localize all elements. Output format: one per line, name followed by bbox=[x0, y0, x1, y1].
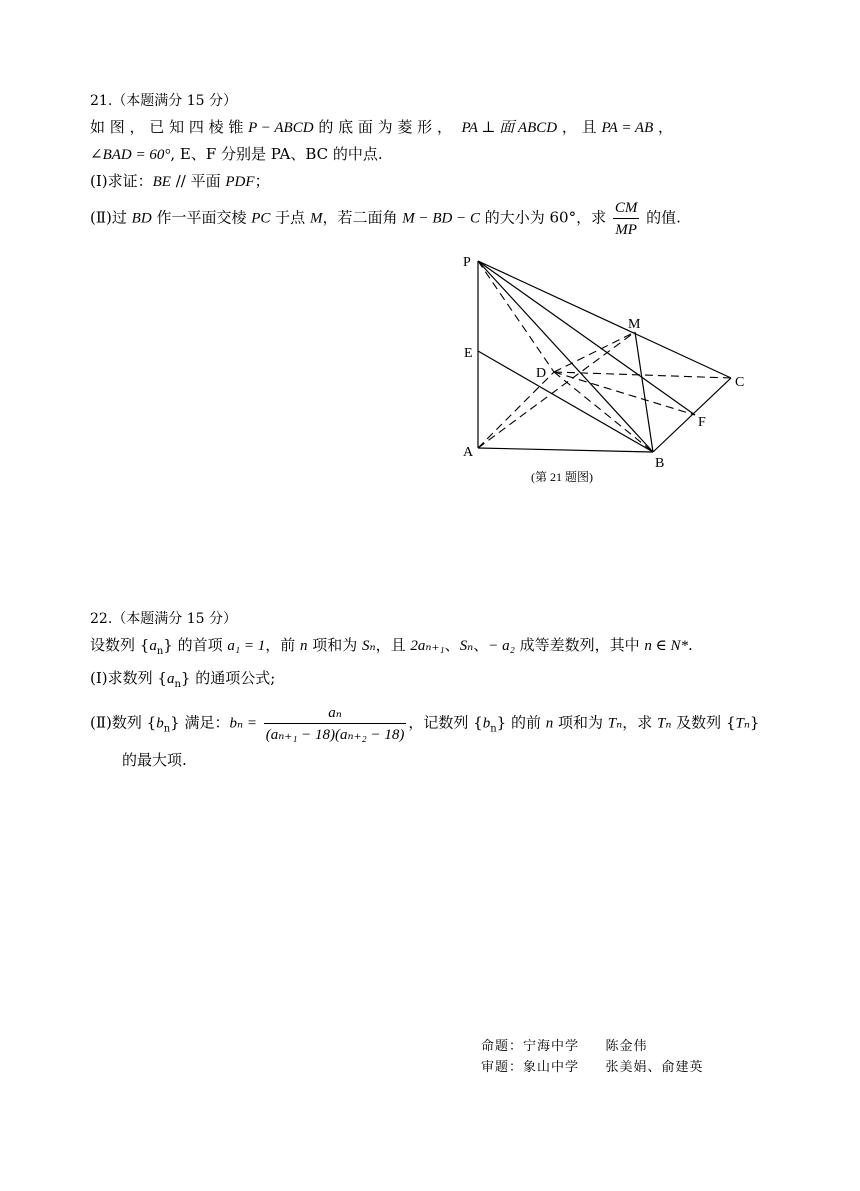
q22-part2-c: } 的前 bbox=[496, 713, 546, 732]
q21-part1 bbox=[90, 168, 780, 195]
q22-term2: Sₙ bbox=[459, 638, 474, 654]
q22-n: n bbox=[299, 638, 308, 654]
q22-part2-last: 的最大项. bbox=[122, 751, 187, 769]
q22-text-c: ，前 bbox=[265, 636, 300, 654]
q21-part2 bbox=[90, 197, 780, 240]
q21-frac-den: MP bbox=[615, 222, 637, 238]
segment-DM-dashed bbox=[554, 332, 635, 372]
segment-MB bbox=[635, 332, 653, 452]
q21-part2-dihedral: M − BD − C bbox=[402, 210, 480, 227]
q22-part2-g: } bbox=[749, 713, 760, 732]
q22-tn3: Tₙ bbox=[735, 715, 750, 732]
q21-part2-d: 的大小为 60°，求 bbox=[479, 208, 611, 227]
q22-part2-d: 项和为 bbox=[553, 713, 608, 732]
q21-pyramid: P − ABCD bbox=[248, 120, 314, 136]
q21-part2-label: (Ⅱ)过 bbox=[90, 208, 132, 227]
q22-bn: b bbox=[156, 715, 164, 732]
q22-line1: 设数列 $\{a_n\}$ 的首项 a₁ = 1，前 n 项和为 Sₙ，且 2aₙ₊₁、Sₙ、− a₂ 成等差数列，其中 n ∈ N*. bbox=[90, 636, 693, 657]
q22-a1: a₁ = 1 bbox=[227, 638, 266, 654]
q21-intro-b: 的 底 面 为 菱 形 ， bbox=[313, 118, 452, 136]
q22-part1-an: a bbox=[166, 671, 175, 687]
segment-DB-dashed bbox=[554, 372, 653, 452]
q22-text-e: ，且 bbox=[375, 636, 411, 654]
label-E: E bbox=[464, 346, 473, 361]
edge-AB bbox=[478, 448, 653, 452]
q21-intro-a: 如 图 ， 已 知 四 棱 锥 bbox=[90, 118, 249, 136]
q22-bn-fraction bbox=[264, 702, 407, 745]
q22-an: a bbox=[149, 638, 157, 654]
q22-sn: Sₙ bbox=[362, 638, 376, 654]
q22-part1-end: } 的通项公式; bbox=[180, 669, 276, 687]
q21-line2 bbox=[90, 141, 780, 168]
reviewer-names: 张美娟、俞建英 bbox=[605, 1060, 704, 1075]
reviewer-label: 审题：象山中学 bbox=[481, 1060, 580, 1075]
q21-part2-end: 的值. bbox=[641, 208, 681, 227]
q21-part2-bd: BD bbox=[131, 210, 152, 227]
q21-intro-c: ， 且 bbox=[557, 118, 602, 136]
q22-text-b: } 的首项 bbox=[163, 636, 228, 654]
credits bbox=[481, 1036, 704, 1078]
label-D: D bbox=[536, 366, 547, 381]
segment-DF-dashed bbox=[554, 372, 695, 415]
q22-part2-a: } 满足： bbox=[170, 713, 230, 732]
segment-PF bbox=[478, 261, 695, 415]
q21-part1-mid: // 平面 bbox=[170, 172, 226, 190]
q21-line1 bbox=[90, 114, 780, 141]
q22-part1: (Ⅰ)求数列 $\{a_n\}$ 的通项公式; bbox=[90, 669, 276, 690]
q22-part2-f: 及数列 { bbox=[671, 713, 736, 732]
q22-part2: (Ⅱ)数列 $\{b_n\}$ 满足：bₙ = $\frac{\text{aₙ}}{\text{(aₙ₊₁ − 18)(aₙ₊₂ − 18)}}$ ，记数列 $\{b_n\}$ 的前 n 项和为 Tₙ，求 Tₙ 及数列 {Tₙ} bbox=[90, 702, 780, 745]
q21-intro-d: ， bbox=[653, 118, 674, 136]
segment-AM-dashed bbox=[478, 332, 635, 448]
q21-figure bbox=[455, 248, 765, 488]
q22-part2-e: ，求 bbox=[622, 713, 657, 732]
q22-term3: − a₂ bbox=[488, 638, 515, 654]
q22-bn-num: aₙ bbox=[328, 705, 342, 721]
edge-PD-dashed bbox=[478, 261, 554, 372]
q21-part2-b: 于点 bbox=[270, 208, 310, 227]
figure-caption: (第 21 题图) bbox=[531, 470, 593, 484]
reviewer-line bbox=[481, 1057, 704, 1078]
author-label: 命题：宁海中学 bbox=[481, 1039, 580, 1054]
q21-part1-plane: PDF bbox=[225, 174, 255, 190]
q22-part2-bn2: b bbox=[482, 715, 491, 732]
q22-term1: 2aₙ₊₁ bbox=[410, 638, 445, 654]
label-A: A bbox=[463, 445, 474, 460]
q21-pa-perp: PA ⊥ 面 ABCD bbox=[461, 120, 558, 136]
q22-tn2: Tₙ bbox=[656, 715, 672, 732]
q21-angle: ∠BAD = 60° bbox=[90, 147, 171, 163]
q21-part2-c: ，若二面角 bbox=[322, 208, 403, 227]
q22-header: 22.（本题满分 15 分） bbox=[90, 611, 237, 627]
q22-part2-label: (Ⅱ)数列 { bbox=[90, 713, 157, 732]
q22-text-g: . bbox=[688, 636, 693, 654]
q21-frac-num: CM bbox=[614, 200, 638, 216]
q21-line2-rest: , E、F 分别是 PA、BC 的中点. bbox=[170, 145, 383, 163]
q21-part1-label: (Ⅰ)求证： bbox=[90, 172, 153, 190]
q22-part2-b: ，记数列 { bbox=[408, 713, 483, 732]
q22-text-a: 设数列 { bbox=[90, 636, 150, 654]
question-22 bbox=[90, 606, 780, 773]
q22-sep1: 、 bbox=[444, 636, 460, 654]
q22-text-f: 成等差数列，其中 bbox=[514, 636, 645, 654]
q21-fraction bbox=[613, 197, 640, 240]
label-B: B bbox=[655, 456, 665, 471]
q21-part2-pc: PC bbox=[251, 210, 271, 227]
edge-PB bbox=[478, 261, 653, 452]
author-name: 陈金伟 bbox=[605, 1039, 648, 1054]
q21-pa-eq-ab: PA = AB bbox=[601, 120, 654, 136]
q22-sep2: 、 bbox=[473, 636, 489, 654]
label-P: P bbox=[463, 255, 471, 270]
q22-part1-label: (Ⅰ)求数列 { bbox=[90, 669, 167, 687]
edge-AD-dashed bbox=[478, 372, 554, 448]
edge-PC bbox=[478, 261, 731, 378]
q22-condition: n ∈ N* bbox=[644, 638, 688, 654]
q21-header: 21.（本题满分 15 分） bbox=[90, 93, 237, 109]
q22-part2-n: n bbox=[545, 715, 554, 732]
q21-part1-expr: BE bbox=[152, 174, 171, 190]
pyramid-diagram bbox=[455, 248, 765, 488]
label-M: M bbox=[628, 317, 641, 332]
author-line bbox=[481, 1036, 704, 1057]
q22-bn-den: (aₙ₊₁ − 18)(aₙ₊₂ − 18) bbox=[265, 727, 405, 743]
edge-BC bbox=[653, 378, 731, 452]
question-21 bbox=[90, 88, 780, 240]
q21-part2-m: M bbox=[309, 210, 323, 227]
q21-part2-a: 作一平面交棱 bbox=[151, 208, 252, 227]
q22-text-d: 项和为 bbox=[307, 636, 363, 654]
label-F: F bbox=[698, 415, 706, 430]
q21-part1-end: ； bbox=[254, 172, 270, 190]
label-C: C bbox=[735, 375, 745, 390]
q22-bn-eq: bₙ = bbox=[229, 715, 257, 732]
q22-tn: Tₙ bbox=[607, 715, 623, 732]
